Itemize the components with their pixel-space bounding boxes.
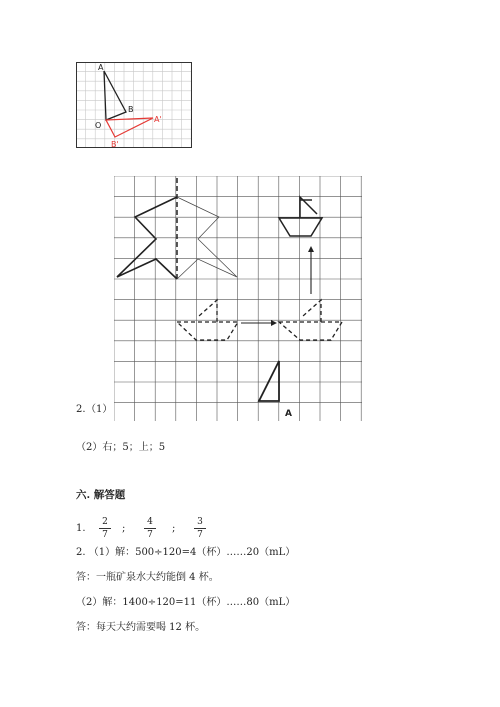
label-a: A — [98, 63, 104, 72]
answer2-number: 2. — [76, 404, 86, 415]
boat-solid — [279, 197, 322, 236]
section-heading: 六. 解答题 — [76, 489, 126, 501]
separator-2: ; — [172, 523, 176, 534]
label-o: O — [95, 121, 102, 130]
arrow-up-head — [308, 246, 314, 252]
fraction-1 — [99, 517, 111, 540]
rotated-triangle — [106, 118, 153, 137]
fraction-3-numerator: 3 — [197, 517, 203, 527]
q2-line4: 答：每天大约需要喝 12 杯。 — [76, 622, 206, 633]
label-b: B — [128, 105, 134, 114]
fraction-2-denominator: 7 — [147, 530, 153, 540]
symmetry-translation-grid — [114, 176, 364, 423]
rotation-grid-lines — [76, 62, 192, 148]
arrow-right-head — [271, 320, 277, 326]
answer2-part1-label: （1） — [86, 404, 113, 415]
q1-number: 1. — [76, 523, 86, 534]
fraction-2 — [144, 517, 156, 540]
fraction-1-numerator: 2 — [102, 517, 108, 527]
fraction-3-denominator: 7 — [197, 530, 203, 540]
q2-line1: 2. （1）解：500÷120=4（杯）……20（mL） — [76, 547, 296, 558]
fraction-2-numerator: 4 — [147, 517, 153, 527]
label-b-prime: B' — [111, 140, 119, 148]
q2-line2: 答：一瓶矿泉水大约能倒 4 杯。 — [76, 572, 219, 583]
fraction-2-bar — [144, 528, 156, 529]
original-triangle — [104, 71, 126, 120]
q2-line3: （2）解：1400÷120=11（杯）……80（mL） — [76, 597, 296, 608]
rotation-grid-figure — [76, 62, 192, 148]
fraction-3-bar — [194, 528, 206, 529]
answer2-part2: （2）右；5；上；5 — [76, 442, 166, 453]
fraction-1-denominator: 7 — [102, 530, 108, 540]
triangle-a — [259, 361, 279, 401]
fraction-1-bar — [99, 528, 111, 529]
label-a-figure2: A — [285, 409, 292, 419]
fraction-3 — [194, 517, 206, 540]
rotation-grid-border — [77, 63, 192, 148]
label-a-prime: A' — [154, 115, 162, 124]
separator-1: ; — [122, 523, 126, 534]
large-grid-lines — [114, 176, 362, 421]
